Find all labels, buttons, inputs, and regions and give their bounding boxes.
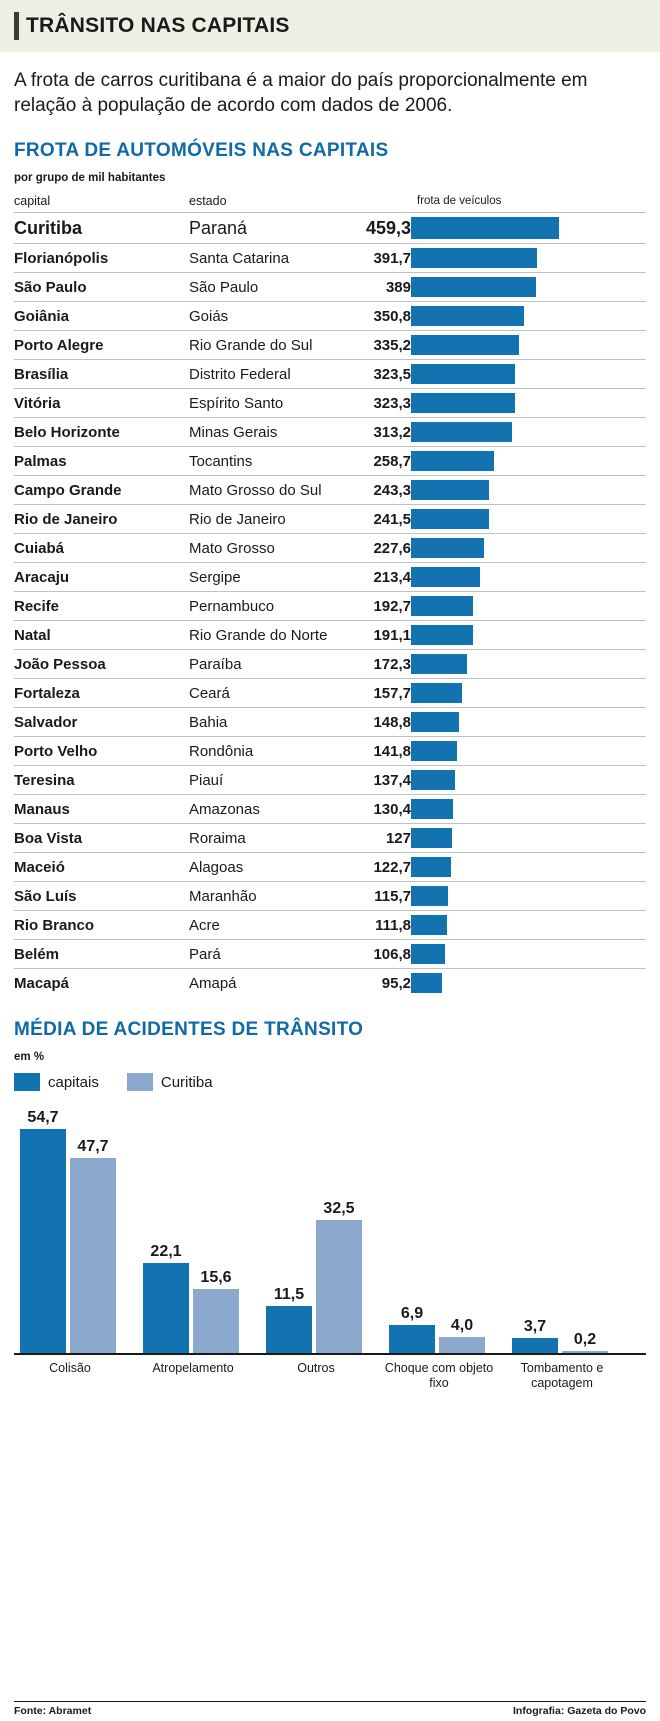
- x-axis-label: Tombamento e capotagem: [520, 1361, 604, 1391]
- row-bar: [411, 712, 459, 732]
- table-row: [14, 592, 646, 621]
- row-estado: Santa Catarina: [189, 244, 349, 273]
- row-capital: Palmas: [14, 447, 189, 476]
- bar-value-label: 15,6: [200, 1269, 232, 1287]
- row-bar-cell: [411, 244, 646, 273]
- row-estado: Paraná: [189, 213, 349, 244]
- row-value: 213,4: [349, 563, 411, 592]
- row-bar: [411, 248, 537, 268]
- table-row: [14, 824, 646, 853]
- bar-value-label: 0,2: [573, 1331, 597, 1349]
- row-bar-cell: [411, 911, 646, 940]
- table-row: [14, 331, 646, 360]
- row-estado: Distrito Federal: [189, 360, 349, 389]
- row-estado: Acre: [189, 911, 349, 940]
- bar: [143, 1263, 189, 1354]
- row-capital: Brasília: [14, 360, 189, 389]
- credit-note: Infografia: Gazeta do Povo: [512, 1705, 646, 1717]
- col-header-estado: estado: [189, 194, 227, 209]
- table-row: [14, 911, 646, 940]
- row-value: 313,2: [349, 418, 411, 447]
- bar-column: [193, 1269, 239, 1353]
- row-bar-cell: [411, 563, 646, 592]
- row-capital: Recife: [14, 592, 189, 621]
- row-estado: Pará: [189, 940, 349, 969]
- bar: [266, 1306, 312, 1353]
- row-value: 148,8: [349, 708, 411, 737]
- bar-column: [512, 1318, 558, 1353]
- row-bar: [411, 364, 515, 384]
- row-capital: Cuiabá: [14, 534, 189, 563]
- table-row: [14, 563, 646, 592]
- row-capital: Belém: [14, 940, 189, 969]
- row-estado: Rondônia: [189, 737, 349, 766]
- bar: [316, 1220, 362, 1353]
- row-bar-cell: [411, 389, 646, 418]
- row-estado: Roraima: [189, 824, 349, 853]
- row-value: 323,3: [349, 389, 411, 418]
- row-bar: [411, 770, 455, 790]
- table-row: [14, 737, 646, 766]
- row-capital: Rio de Janeiro: [14, 505, 189, 534]
- table-row: [14, 213, 646, 244]
- row-bar: [411, 654, 467, 674]
- row-bar: [411, 915, 447, 935]
- bar: [562, 1351, 608, 1353]
- legend-label: capitais: [48, 1073, 99, 1091]
- table-row: [14, 621, 646, 650]
- accidents-x-axis-labels: [14, 1359, 646, 1403]
- row-value: 459,3: [349, 213, 411, 244]
- accidents-section: [14, 1019, 646, 1403]
- row-estado: Amazonas: [189, 795, 349, 824]
- row-value: 122,7: [349, 853, 411, 882]
- row-capital: Fortaleza: [14, 679, 189, 708]
- source-note: Fonte: Abramet: [14, 1705, 92, 1717]
- row-estado: Rio Grande do Sul: [189, 331, 349, 360]
- x-axis-label: Outros: [297, 1361, 335, 1376]
- row-value: 243,3: [349, 476, 411, 505]
- footer: [14, 1701, 646, 1717]
- table-row: [14, 360, 646, 389]
- fleet-section-title: FROTA DE AUTOMÓVEIS NAS CAPITAIS: [14, 140, 389, 162]
- row-bar-cell: [411, 795, 646, 824]
- row-value: 172,3: [349, 650, 411, 679]
- row-bar: [411, 277, 536, 297]
- row-bar: [411, 625, 473, 645]
- row-bar-cell: [411, 679, 646, 708]
- row-capital: Rio Branco: [14, 911, 189, 940]
- row-value: 323,5: [349, 360, 411, 389]
- legend-item: [127, 1073, 213, 1091]
- x-axis-label: Colisão: [49, 1361, 91, 1376]
- row-bar: [411, 596, 473, 616]
- row-estado: Paraíba: [189, 650, 349, 679]
- table-row: [14, 534, 646, 563]
- row-bar: [411, 567, 480, 587]
- row-value: 141,8: [349, 737, 411, 766]
- row-estado: Tocantins: [189, 447, 349, 476]
- bar-group: [266, 1200, 366, 1353]
- bar: [389, 1325, 435, 1353]
- row-capital: São Luís: [14, 882, 189, 911]
- legend-label: Curitiba: [160, 1073, 213, 1091]
- row-bar: [411, 509, 489, 529]
- row-value: 115,7: [349, 882, 411, 911]
- row-bar: [411, 335, 519, 355]
- row-value: 106,8: [349, 940, 411, 969]
- row-bar-cell: [411, 447, 646, 476]
- table-row: [14, 882, 646, 911]
- row-bar: [411, 944, 445, 964]
- bar-value-label: 47,7: [77, 1137, 109, 1155]
- row-value: 391,7: [349, 244, 411, 273]
- fleet-section-subnote: por grupo de mil habitantes: [14, 172, 166, 185]
- row-value: 137,4: [349, 766, 411, 795]
- row-value: 389: [349, 273, 411, 302]
- fleet-ranking-table: [14, 192, 646, 997]
- row-capital: Teresina: [14, 766, 189, 795]
- row-capital: Macapá: [14, 969, 189, 998]
- row-value: 350,8: [349, 302, 411, 331]
- bar: [193, 1289, 239, 1353]
- row-capital: Vitória: [14, 389, 189, 418]
- bar-value-label: 4,0: [450, 1316, 474, 1334]
- bar: [20, 1129, 66, 1353]
- row-estado: Sergipe: [189, 563, 349, 592]
- row-estado: Bahia: [189, 708, 349, 737]
- row-bar-cell: [411, 940, 646, 969]
- row-estado: Pernambuco: [189, 592, 349, 621]
- table-header-row: [14, 192, 646, 213]
- row-bar-cell: [411, 969, 646, 998]
- bar-group: [143, 1242, 243, 1354]
- row-bar: [411, 451, 494, 471]
- row-bar-cell: [411, 505, 646, 534]
- bar: [439, 1337, 485, 1353]
- row-bar: [411, 306, 524, 326]
- row-value: 241,5: [349, 505, 411, 534]
- row-bar: [411, 828, 452, 848]
- row-bar-cell: [411, 853, 646, 882]
- row-estado: Amapá: [189, 969, 349, 998]
- row-bar: [411, 741, 457, 761]
- row-capital: Goiânia: [14, 302, 189, 331]
- row-capital: Aracaju: [14, 563, 189, 592]
- row-value: 258,7: [349, 447, 411, 476]
- row-bar-cell: [411, 331, 646, 360]
- bar-group: [512, 1318, 612, 1353]
- row-bar: [411, 857, 451, 877]
- row-bar-cell: [411, 273, 646, 302]
- table-row: [14, 708, 646, 737]
- row-estado: São Paulo: [189, 273, 349, 302]
- bar-column: [439, 1316, 485, 1353]
- row-capital: Manaus: [14, 795, 189, 824]
- legend-swatch: [14, 1073, 40, 1091]
- row-bar: [411, 217, 559, 239]
- row-bar: [411, 799, 453, 819]
- bar-value-label: 32,5: [323, 1200, 355, 1218]
- col-header-capital: capital: [14, 194, 51, 209]
- row-capital: Natal: [14, 621, 189, 650]
- row-estado: Minas Gerais: [189, 418, 349, 447]
- bar-column: [389, 1304, 435, 1353]
- header-band: [0, 0, 660, 52]
- table-row: [14, 969, 646, 998]
- row-capital: João Pessoa: [14, 650, 189, 679]
- bar-column: [562, 1331, 608, 1353]
- x-axis-label: Choque com objeto fixo: [384, 1361, 494, 1391]
- row-capital: Campo Grande: [14, 476, 189, 505]
- table-row: [14, 447, 646, 476]
- x-axis-label: Atropelamento: [152, 1361, 234, 1376]
- row-value: 191,1: [349, 621, 411, 650]
- table-row: [14, 795, 646, 824]
- page-title: TRÂNSITO NAS CAPITAIS: [26, 14, 290, 37]
- table-row: [14, 940, 646, 969]
- row-bar-cell: [411, 476, 646, 505]
- accidents-section-title: MÉDIA DE ACIDENTES DE TRÂNSITO: [14, 1019, 364, 1041]
- row-bar: [411, 422, 512, 442]
- row-bar-cell: [411, 213, 646, 244]
- table-row: [14, 476, 646, 505]
- row-capital: Porto Alegre: [14, 331, 189, 360]
- row-capital: Salvador: [14, 708, 189, 737]
- row-value: 157,7: [349, 679, 411, 708]
- accidents-section-subnote: em %: [14, 1051, 45, 1064]
- row-bar: [411, 683, 462, 703]
- legend-item: [14, 1073, 99, 1091]
- row-capital: São Paulo: [14, 273, 189, 302]
- accidents-bar-chart: [14, 1105, 646, 1355]
- row-bar-cell: [411, 621, 646, 650]
- table-row: [14, 302, 646, 331]
- row-estado: Rio Grande do Norte: [189, 621, 349, 650]
- bar-value-label: 22,1: [150, 1242, 182, 1260]
- row-capital: Curitiba: [14, 213, 189, 244]
- row-bar: [411, 538, 484, 558]
- row-bar-cell: [411, 650, 646, 679]
- row-bar-cell: [411, 708, 646, 737]
- bar-column: [143, 1242, 189, 1354]
- row-estado: Mato Grosso: [189, 534, 349, 563]
- bar-column: [266, 1286, 312, 1353]
- bar: [512, 1338, 558, 1353]
- col-header-frota: frota de veículos: [417, 195, 502, 208]
- row-bar-cell: [411, 302, 646, 331]
- row-capital: Florianópolis: [14, 244, 189, 273]
- col-header-value: [349, 192, 411, 213]
- table-row: [14, 853, 646, 882]
- row-bar-cell: [411, 824, 646, 853]
- row-value: 335,2: [349, 331, 411, 360]
- row-value: 111,8: [349, 911, 411, 940]
- row-estado: Goiás: [189, 302, 349, 331]
- bar-value-label: 6,9: [400, 1304, 424, 1322]
- row-capital: Maceió: [14, 853, 189, 882]
- row-value: 127: [349, 824, 411, 853]
- row-bar-cell: [411, 592, 646, 621]
- row-value: 130,4: [349, 795, 411, 824]
- row-bar-cell: [411, 534, 646, 563]
- row-bar-cell: [411, 418, 646, 447]
- row-estado: Maranhão: [189, 882, 349, 911]
- bar-group: [20, 1109, 120, 1353]
- bar-column: [316, 1200, 362, 1353]
- row-estado: Alagoas: [189, 853, 349, 882]
- row-value: 192,7: [349, 592, 411, 621]
- table-row: [14, 679, 646, 708]
- row-estado: Rio de Janeiro: [189, 505, 349, 534]
- row-value: 227,6: [349, 534, 411, 563]
- row-value: 95,2: [349, 969, 411, 998]
- table-row: [14, 650, 646, 679]
- row-bar: [411, 480, 489, 500]
- row-bar: [411, 886, 448, 906]
- row-capital: Belo Horizonte: [14, 418, 189, 447]
- table-row: [14, 389, 646, 418]
- intro-text: A frota de carros curitibana é a maior do país proporcionalmente em relação à população de acordo com dados de 2006.: [14, 70, 588, 117]
- row-estado: Ceará: [189, 679, 349, 708]
- table-row: [14, 766, 646, 795]
- row-estado: Mato Grosso do Sul: [189, 476, 349, 505]
- bar-column: [70, 1137, 116, 1353]
- chart-legend: [14, 1073, 646, 1091]
- table-row: [14, 505, 646, 534]
- table-row: [14, 418, 646, 447]
- row-capital: Porto Velho: [14, 737, 189, 766]
- bar-column: [20, 1109, 66, 1353]
- row-estado: Espírito Santo: [189, 389, 349, 418]
- bar: [70, 1158, 116, 1353]
- row-bar-cell: [411, 882, 646, 911]
- row-bar-cell: [411, 737, 646, 766]
- row-bar-cell: [411, 766, 646, 795]
- bar-group: [389, 1304, 489, 1353]
- table-row: [14, 244, 646, 273]
- bar-value-label: 3,7: [523, 1318, 547, 1336]
- row-bar-cell: [411, 360, 646, 389]
- row-bar: [411, 393, 515, 413]
- row-estado: Piauí: [189, 766, 349, 795]
- bar-value-label: 11,5: [273, 1286, 305, 1304]
- bar-value-label: 54,7: [27, 1109, 59, 1127]
- table-row: [14, 273, 646, 302]
- legend-swatch: [127, 1073, 153, 1091]
- row-bar: [411, 973, 442, 993]
- row-capital: Boa Vista: [14, 824, 189, 853]
